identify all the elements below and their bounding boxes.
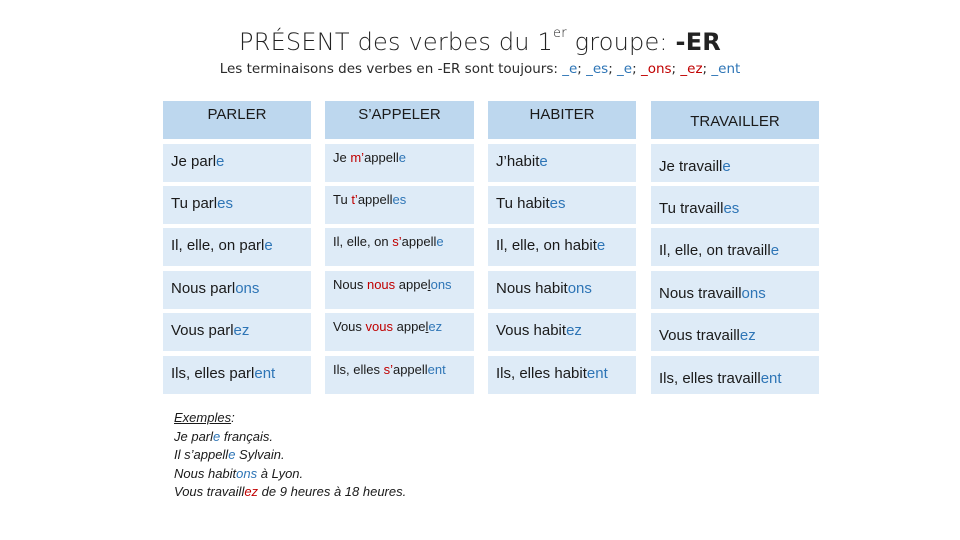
cell-subject: Je <box>333 150 351 165</box>
example-line-0 <box>174 428 406 447</box>
cell-r1-c1 <box>325 186 474 224</box>
cell-r4-c1 <box>325 313 474 351</box>
example-ending: e <box>213 428 221 444</box>
cell-underlined-letter: l <box>427 277 431 292</box>
example-ending: e <box>228 447 236 462</box>
ending-sep: ; <box>632 61 641 77</box>
cell-stem: Ils, elles parl <box>171 365 255 382</box>
cell-stem: Je travaill <box>659 158 723 175</box>
cell-ending: ent <box>760 370 782 387</box>
cell-subject: Nous <box>333 277 367 292</box>
cell-ending: e <box>436 234 444 249</box>
cell-ending: es <box>217 195 233 212</box>
cell-r4-c3 <box>651 313 819 351</box>
cell-ending: es <box>723 200 740 217</box>
example-stem: Je parl <box>174 428 214 444</box>
title-groupe: groupe: <box>566 28 676 56</box>
cell-r1-c3 <box>651 186 819 224</box>
example-stem: Vous travaill <box>174 484 245 499</box>
cell-stem: appell <box>357 192 393 207</box>
cell-ending: ons <box>567 280 592 297</box>
cell-ending: ez <box>428 319 443 334</box>
header-travailler: TRAVAILLER <box>651 101 819 139</box>
cell-subject: Tu <box>333 192 352 207</box>
examples-heading: Exemples: <box>174 410 235 425</box>
header-parler: PARLER <box>163 101 311 139</box>
title-main: PRÉSENT des verbes du 1 <box>239 28 554 56</box>
cell-stem: Vous habit <box>496 322 567 339</box>
cell-stem: appell <box>392 362 428 377</box>
ending-0: _e <box>562 61 578 77</box>
cell-stem: appell <box>364 150 399 165</box>
ending-sep: ; <box>577 61 587 77</box>
example-rest: à Lyon. <box>257 465 304 481</box>
cell-ending: ent <box>586 365 608 382</box>
cell-stem: Ils, elles habit <box>496 365 587 382</box>
cell-ending: ez <box>566 322 582 339</box>
cell-r3-c0 <box>163 271 311 309</box>
ending-1: _es <box>586 61 609 77</box>
cell-r5-c0 <box>163 356 311 394</box>
cell-r0-c2 <box>488 144 636 182</box>
cell-r3-c1 <box>325 271 474 309</box>
cell-stem: Ils, elles travaill <box>659 370 761 387</box>
cell-stem: J’habit <box>496 153 540 170</box>
cell-stem: Je parl <box>171 153 217 170</box>
cell-ending: es <box>549 195 566 212</box>
example-line-2 <box>174 465 406 484</box>
example-rest: français. <box>220 428 274 444</box>
example-stem: Il s’appell <box>174 447 229 462</box>
ending-sep: ; <box>702 61 712 77</box>
title-er: -ER <box>675 28 721 56</box>
cell-r5-c2 <box>488 356 636 394</box>
cell-ending: ent <box>254 365 276 382</box>
cell-ending: ent <box>427 362 446 377</box>
cell-pronoun: nous <box>366 277 399 292</box>
cell-ending: ons <box>430 277 452 292</box>
example-line-1 <box>174 446 406 465</box>
ending-4: _ez <box>680 61 703 77</box>
cell-stem: Nous habit <box>496 280 568 297</box>
cell-r0-c3 <box>651 144 819 182</box>
cell-stem: Nous travaill <box>659 285 742 302</box>
cell-ending: e <box>770 242 780 259</box>
cell-stem: Il, elle, on habit <box>496 237 597 254</box>
cell-ending: ons <box>741 285 766 302</box>
cell-underlined-letter: l <box>425 319 429 334</box>
cell-ending: e <box>264 237 273 254</box>
cell-stem: appell <box>401 234 437 249</box>
title-superscript: er <box>553 26 567 41</box>
cell-r2-c3 <box>651 228 819 266</box>
subtitle-endings <box>562 61 740 77</box>
cell-stem: appe <box>398 277 428 292</box>
cell-pronoun: s’ <box>392 234 402 249</box>
ending-sep: ; <box>671 61 681 77</box>
cell-ending: es <box>392 192 407 207</box>
cell-subject: Il, elle, on <box>333 234 393 249</box>
example-line-3 <box>174 483 406 502</box>
cell-pronoun: vous <box>365 319 397 334</box>
subtitle <box>0 61 960 77</box>
ending-sep: ; <box>608 61 618 77</box>
cell-stem: Tu travaill <box>659 200 724 217</box>
cell-pronoun: s’ <box>383 362 393 377</box>
cell-pronoun: t’ <box>351 192 358 207</box>
example-rest: de 9 heures à 18 heures. <box>258 484 407 499</box>
header-sappeler: S’APPELER <box>325 101 474 139</box>
cell-stem: Tu habit <box>496 195 550 212</box>
examples-block <box>174 409 406 502</box>
cell-r5-c3 <box>651 356 819 394</box>
cell-r4-c2 <box>488 313 636 351</box>
ending-5: _ent <box>711 61 741 77</box>
cell-r4-c0 <box>163 313 311 351</box>
cell-r2-c1 <box>325 228 474 266</box>
example-ending: ons <box>236 465 258 481</box>
cell-ending: e <box>722 158 731 175</box>
example-rest: Sylvain. <box>235 447 285 462</box>
example-stem: Nous habit <box>174 465 237 481</box>
cell-stem: Il, elle, on travaill <box>659 242 771 259</box>
cell-ending: ez <box>233 322 250 339</box>
cell-r2-c2 <box>488 228 636 266</box>
cell-ending: e <box>398 150 406 165</box>
cell-ending: ons <box>235 280 260 297</box>
example-ending: ez <box>244 484 259 499</box>
cell-subject: Vous <box>333 319 366 334</box>
cell-r1-c2 <box>488 186 636 224</box>
cell-r5-c1 <box>325 356 474 394</box>
ending-2: _e <box>617 61 633 77</box>
cell-stem: appe <box>396 319 426 334</box>
cell-r2-c0 <box>163 228 311 266</box>
cell-r0-c1 <box>325 144 474 182</box>
page-title <box>0 28 960 56</box>
cell-ending: e <box>596 237 606 254</box>
cell-ending: e <box>216 153 225 170</box>
cell-stem: Tu parl <box>171 195 218 212</box>
cell-r1-c0 <box>163 186 311 224</box>
examples-lines <box>174 428 406 502</box>
cell-stem: Vous parl <box>171 322 234 339</box>
ending-3: _ons <box>640 61 672 77</box>
subtitle-text: Les terminaisons des verbes en -ER sont toujours: <box>219 61 563 77</box>
header-habiter: HABITER <box>488 101 636 139</box>
cell-stem: Il, elle, on parl <box>171 237 265 254</box>
cell-pronoun: m’ <box>350 150 365 165</box>
cell-ending: e <box>539 153 548 170</box>
cell-r3-c2 <box>488 271 636 309</box>
cell-stem: Vous travaill <box>659 327 740 344</box>
cell-stem: Nous parl <box>171 280 236 297</box>
cell-r3-c3 <box>651 271 819 309</box>
cell-subject: Ils, elles <box>333 362 384 377</box>
cell-ending: ez <box>739 327 756 344</box>
cell-r0-c0 <box>163 144 311 182</box>
